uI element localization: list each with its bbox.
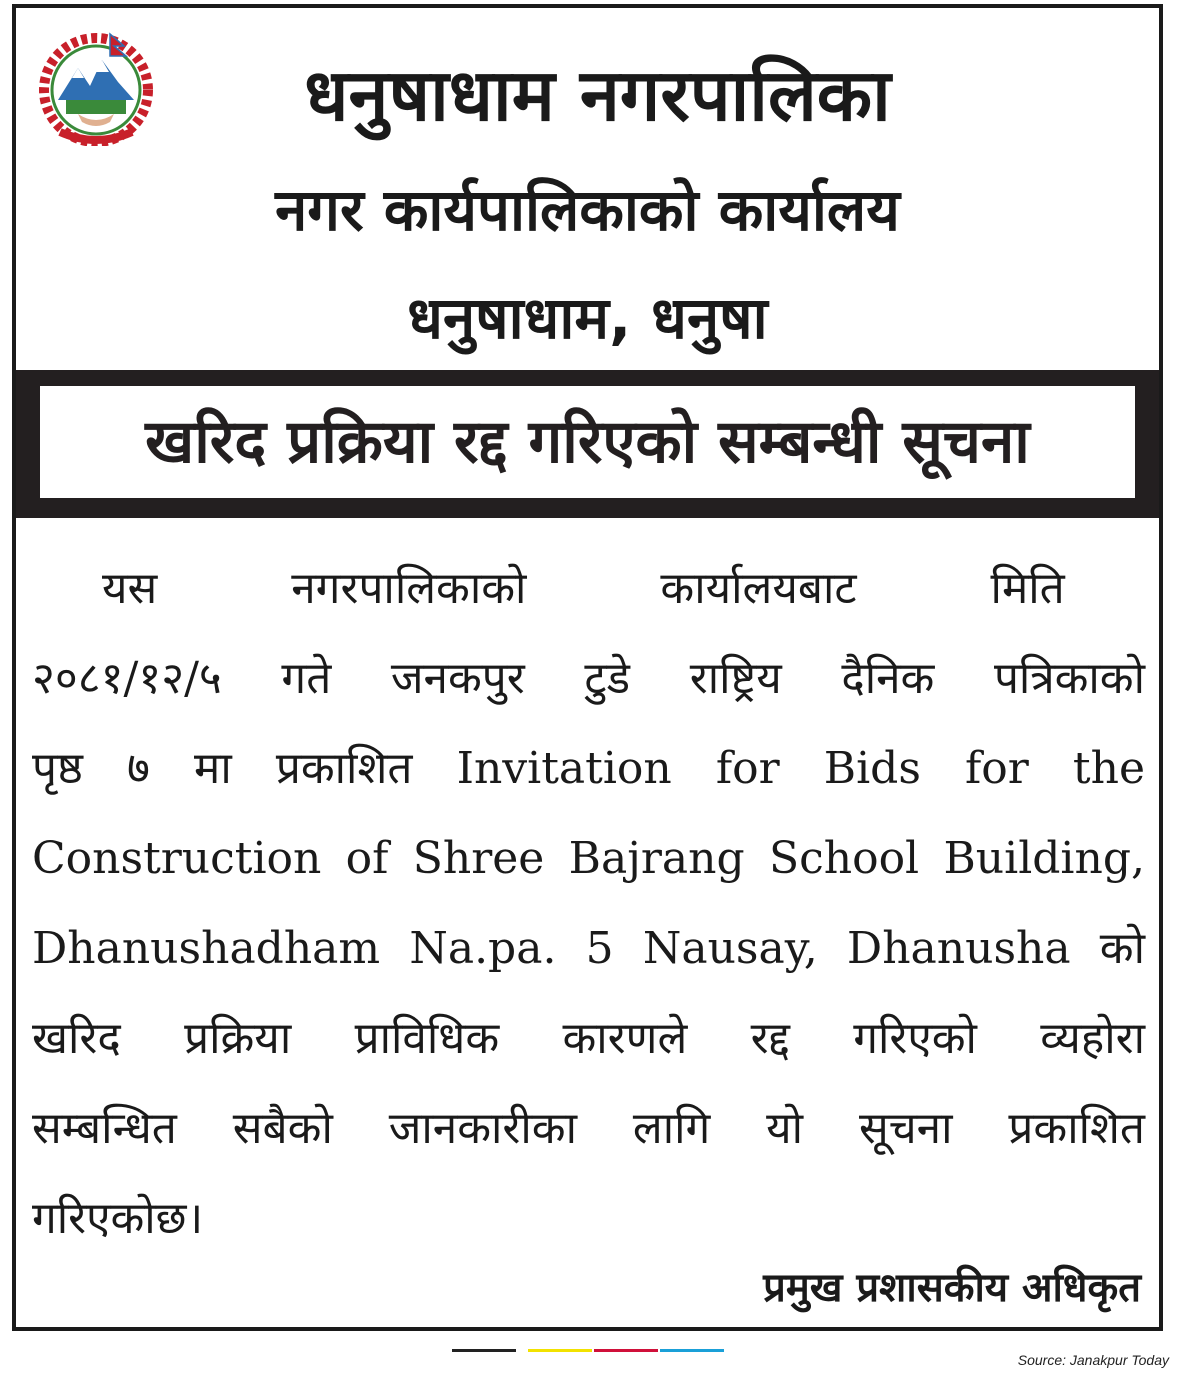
print-color-bar-cyan: [660, 1349, 724, 1352]
body-line-8: गरिएकोछ।: [32, 1193, 204, 1244]
body-line-2: २०८१/१२/५ गते जनकपुर टुडे राष्ट्रिय दैनिक पत्रिकाको: [32, 653, 1145, 704]
body-line-4: Construction of Shree Bajrang School Building,: [32, 833, 1145, 884]
print-color-bar-black: [452, 1349, 516, 1352]
body-line-6: खरिद प्रक्रिया प्राविधिक कारणले रद्द गरिएको व्यहोरा: [32, 1013, 1145, 1064]
notice-header: [16, 8, 1159, 370]
source-credit: Source: Janakpur Today: [1017, 1352, 1169, 1368]
municipality-name: धनुषाधाम नगरपालिका: [304, 53, 891, 137]
body-line-1: यस नगरपालिकाको कार्यालयबाट मिति: [102, 563, 1065, 614]
signature: प्रमुख प्रशासकीय अधिकृत: [763, 1265, 1141, 1311]
notice-body: [32, 544, 1145, 1264]
notice-title: खरिद प्रक्रिया रद्द गरिएको सम्बन्धी सूचना: [40, 386, 1135, 498]
office-location: धनुषाधाम, धनुषा: [407, 284, 768, 352]
notice-title-banner: [16, 370, 1159, 518]
body-line-7: सम्बन्धित सबैको जानकारीका लागि यो सूचना प्रकाशित: [32, 1103, 1145, 1154]
print-color-bar-yellow: [528, 1349, 592, 1352]
body-line-3: पृष्ठ ७ मा प्रकाशित Invitation for Bids for the: [32, 743, 1145, 794]
body-line-5: Dhanushadham Na.pa. 5 Nausay, Dhanusha को: [32, 923, 1145, 974]
office-name: नगर कार्यपालिकाको कार्यालय: [275, 176, 900, 244]
print-color-bar-magenta: [594, 1349, 658, 1352]
notice-frame: [12, 4, 1163, 1331]
